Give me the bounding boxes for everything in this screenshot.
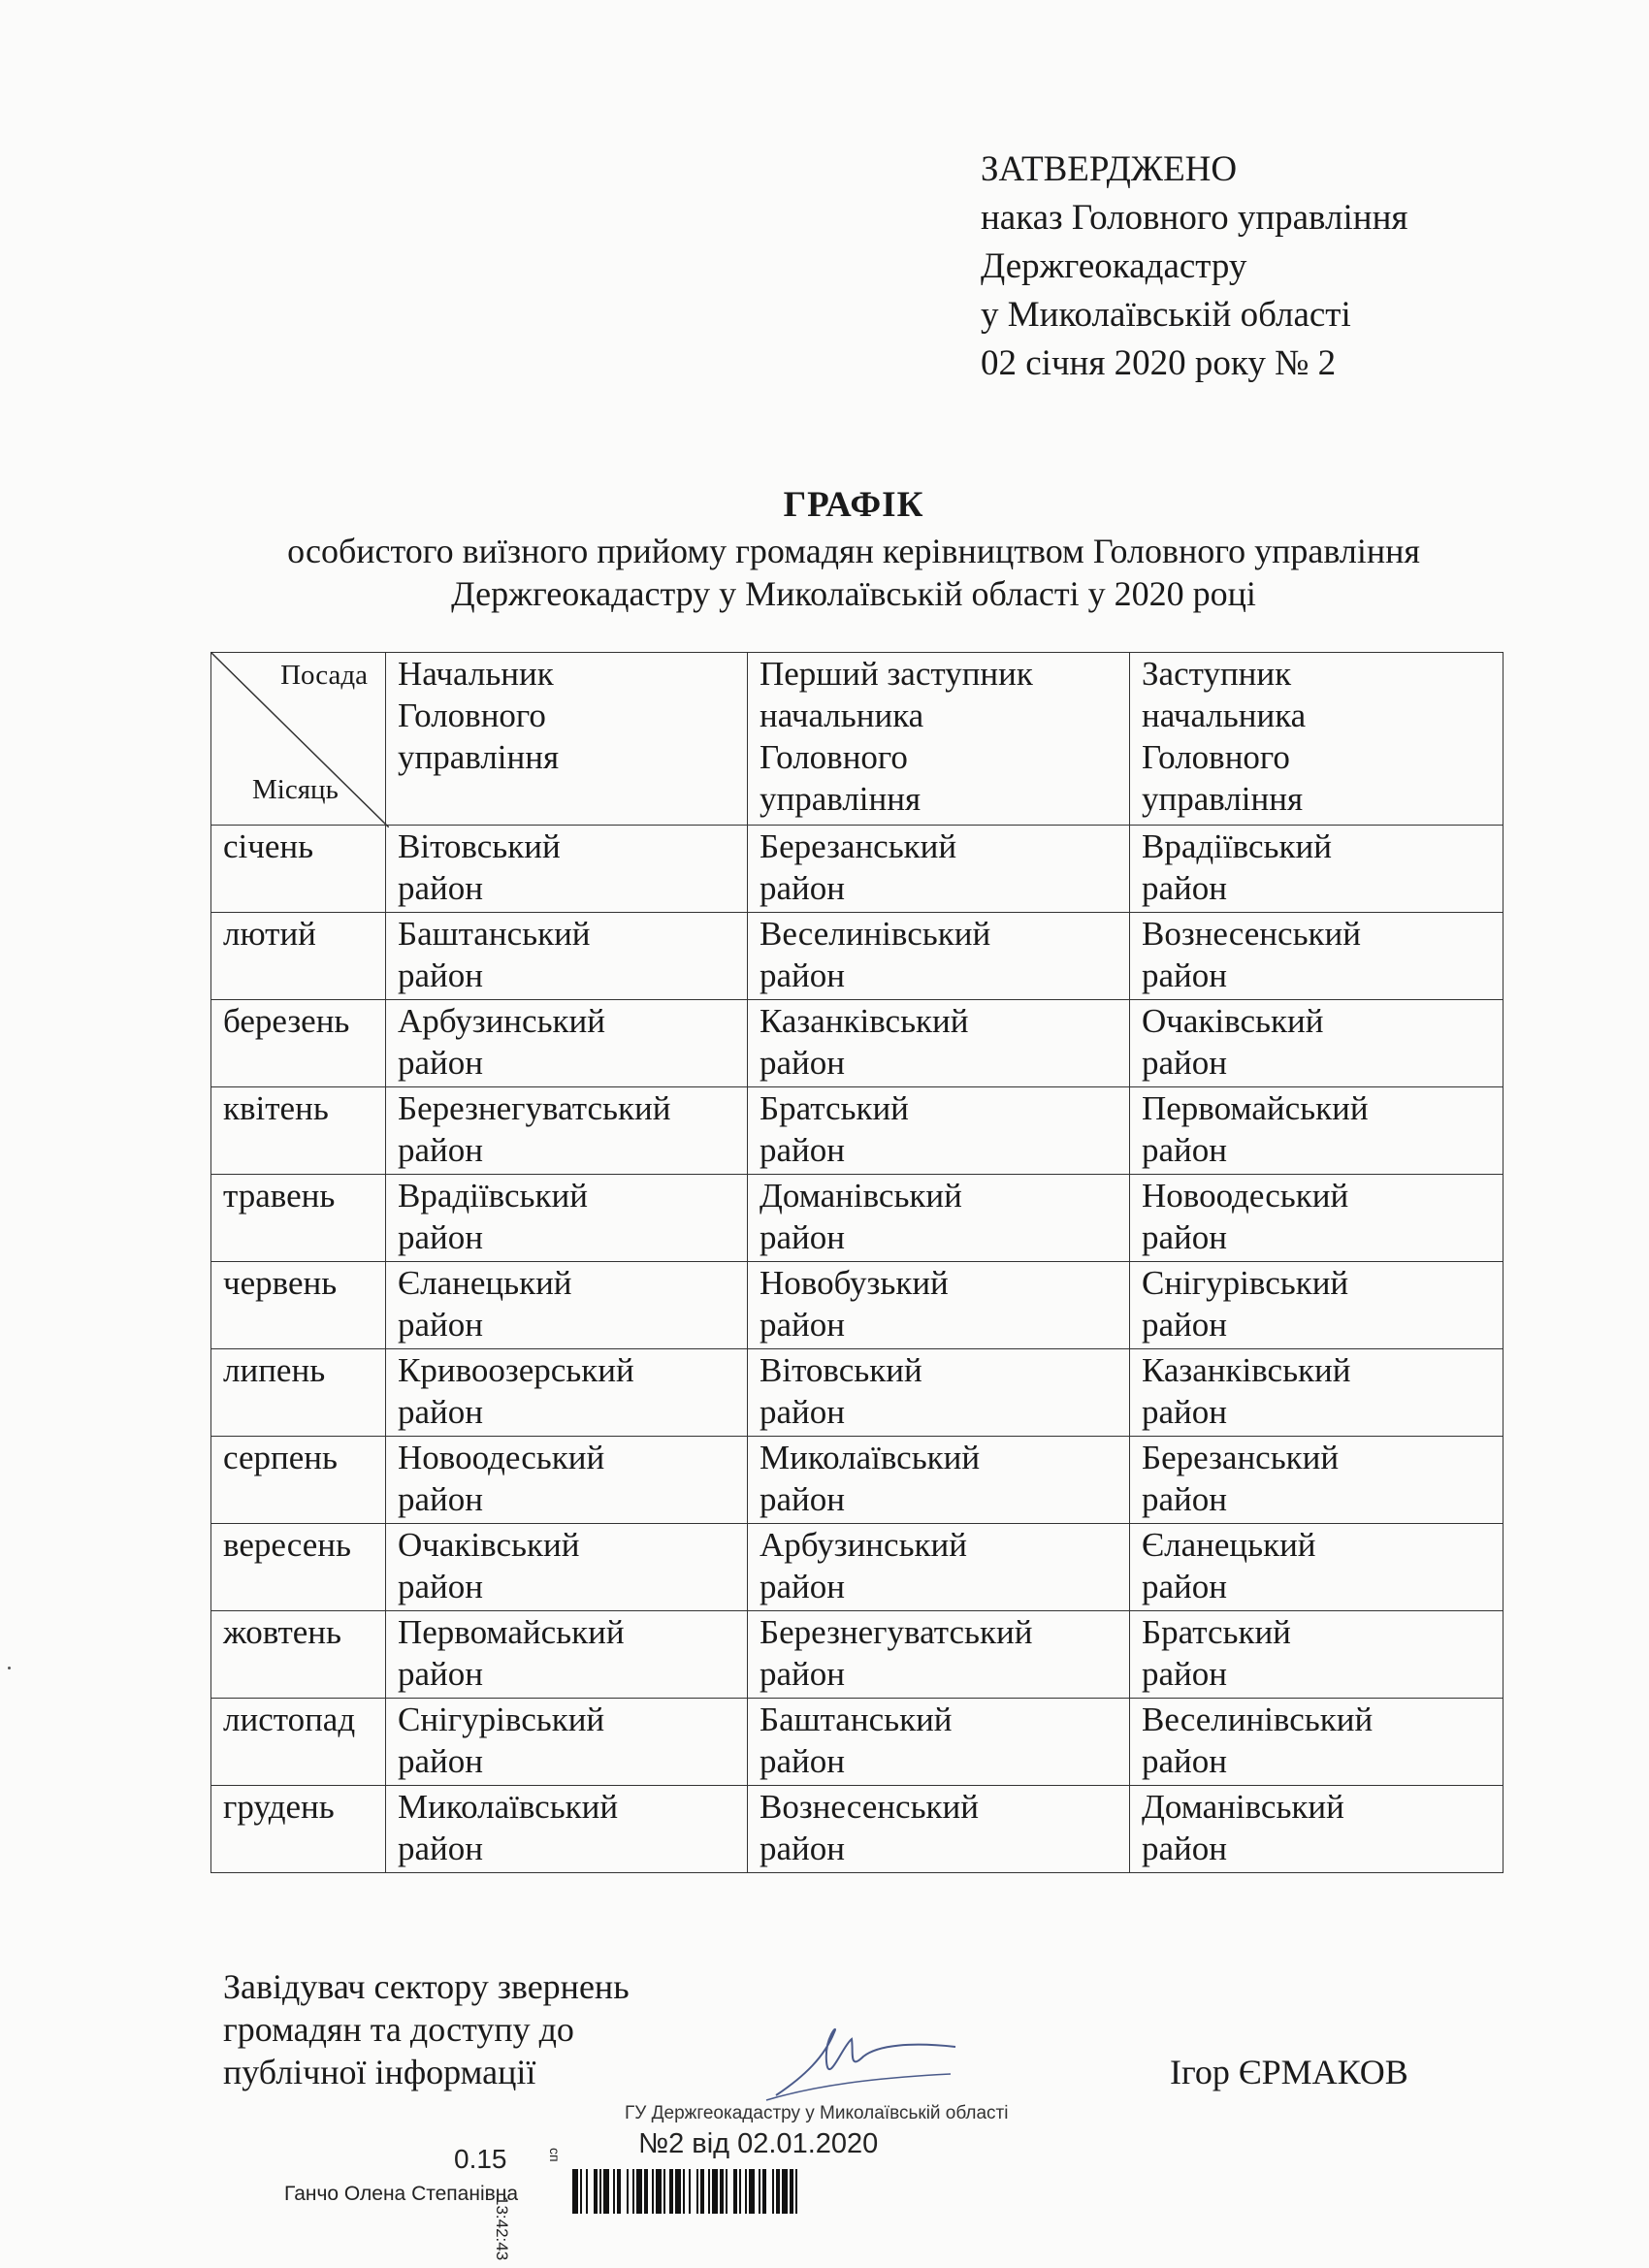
district-text: Врадіївський [1142, 827, 1332, 865]
district-cell-first [748, 1000, 1130, 1087]
table-row [211, 1699, 1504, 1786]
barcode-bar [795, 2169, 797, 2214]
district-text: район [760, 1044, 845, 1082]
table-row [211, 1175, 1504, 1262]
district-text: Казанківський [760, 1002, 969, 1040]
district-text: район [760, 1393, 845, 1431]
district-text: Вознесенський [1142, 915, 1361, 953]
barcode-bar [712, 2169, 718, 2214]
district-text: Єланецький [1142, 1526, 1316, 1564]
barcode-bar [739, 2169, 741, 2214]
table-row [211, 1262, 1504, 1349]
district-text: район [398, 1655, 483, 1693]
header-text: Головного [760, 738, 908, 776]
district-cell-first [748, 1437, 1130, 1524]
barcode-bar [572, 2169, 578, 2214]
approval-line: наказ Головного управління [981, 198, 1408, 238]
district-text: Миколаївський [760, 1439, 981, 1476]
barcode-bar [652, 2169, 654, 2214]
district-text: район [1142, 1742, 1227, 1780]
approval-heading: ЗАТВЕРДЖЕНО [981, 149, 1238, 189]
district-text: район [760, 1830, 845, 1867]
district-text: район [1142, 1480, 1227, 1518]
barcode-bar [663, 2169, 665, 2214]
month-cell: січень [211, 826, 386, 913]
district-text: район [398, 1218, 483, 1256]
district-text: район [398, 1568, 483, 1605]
district-text: район [398, 1480, 483, 1518]
district-text: Врадіївський [398, 1177, 588, 1215]
barcode-bar [776, 2169, 780, 2214]
month-cell: травень [211, 1175, 386, 1262]
district-cell-deputy [1130, 1611, 1504, 1699]
barcode-bar [586, 2169, 588, 2214]
district-cell-head [386, 913, 748, 1000]
district-cell-first [748, 826, 1130, 913]
month-cell: жовтень [211, 1611, 386, 1699]
barcode-bar [700, 2169, 704, 2214]
barcode-bar [733, 2169, 737, 2214]
district-text: район [760, 1742, 845, 1780]
district-text: Новоодеський [1142, 1177, 1349, 1215]
district-text: район [398, 1131, 483, 1169]
district-text: район [1142, 1306, 1227, 1344]
district-cell-head [386, 1437, 748, 1524]
header-text: начальника [1142, 697, 1307, 734]
position-line: Завідувач сектору звернень [223, 1967, 630, 2006]
month-cell: вересень [211, 1524, 386, 1611]
header-text: Головного [398, 697, 546, 734]
district-cell-first [748, 1262, 1130, 1349]
barcode-bar [603, 2169, 609, 2214]
month-cell: лютий [211, 913, 386, 1000]
barcode-bar [726, 2169, 728, 2214]
registration-stamp: ГУ Держгеокадастру у Миколаївській області [625, 2103, 1009, 2123]
barcode-bar [749, 2169, 755, 2214]
district-text: район [398, 1044, 483, 1082]
district-text: Баштанський [760, 1701, 953, 1738]
district-text: Братський [760, 1089, 909, 1127]
barcode-bar [782, 2169, 788, 2214]
barcode-bar [599, 2169, 601, 2214]
district-text: Очаківський [398, 1526, 580, 1564]
month-cell: серпень [211, 1437, 386, 1524]
approval-block [981, 146, 1407, 388]
table-header-row [211, 653, 1504, 826]
barcode-bar [720, 2169, 724, 2214]
district-cell-head [386, 1087, 748, 1175]
district-text: Новобузький [760, 1264, 949, 1302]
barcode-bar [675, 2169, 681, 2214]
district-cell-first [748, 1087, 1130, 1175]
district-text: район [760, 1655, 845, 1693]
district-text: район [760, 1568, 845, 1605]
barcode-bar [790, 2169, 793, 2214]
approval-line: у Миколаївській області [981, 295, 1351, 335]
district-cell-head [386, 1786, 748, 1873]
table-row [211, 1611, 1504, 1699]
district-text: район [1142, 956, 1227, 994]
month-cell: червень [211, 1262, 386, 1349]
schedule-table [210, 652, 1504, 1873]
district-text: район [760, 1480, 845, 1518]
district-text: район [760, 869, 845, 907]
district-text: район [1142, 1568, 1227, 1605]
page-count: 0.15 [454, 2144, 507, 2174]
district-text: Вознесенський [760, 1788, 979, 1826]
document-subtitle: особистого виїзного прийому громадян керівництвом Головного управління [287, 532, 1420, 570]
barcode-bar [627, 2169, 629, 2214]
barcode-bar [683, 2169, 685, 2214]
header-text: Заступник [1142, 655, 1292, 693]
document-title-block [0, 481, 1649, 615]
district-text: Арбузинський [760, 1526, 967, 1564]
barcode-bar [613, 2169, 615, 2214]
district-text: район [760, 1131, 845, 1169]
document-subtitle: Держгеокадастру у Миколаївській області у 2020 році [451, 574, 1256, 613]
barcode-bar [689, 2169, 691, 2214]
barcode-bar [656, 2169, 662, 2214]
position-line: громадян та доступу до [223, 2010, 574, 2049]
header-text: Головного [1142, 738, 1290, 776]
barcode-bar [636, 2169, 642, 2214]
barcode-bar [632, 2169, 634, 2214]
district-text: Веселинівський [760, 915, 991, 953]
column-header-head [386, 653, 748, 826]
district-cell-deputy [1130, 913, 1504, 1000]
district-text: район [760, 1306, 845, 1344]
barcode-bar [644, 2169, 648, 2214]
district-text: Доманівський [760, 1177, 962, 1215]
district-text: район [398, 1306, 483, 1344]
district-text: Казанківський [1142, 1351, 1351, 1389]
district-cell-head [386, 1175, 748, 1262]
district-cell-deputy [1130, 1786, 1504, 1873]
district-cell-head [386, 1349, 748, 1437]
barcode-bar [594, 2169, 598, 2214]
district-text: район [1142, 1393, 1227, 1431]
header-text: управління [1142, 780, 1304, 818]
scan-speck [8, 1667, 11, 1669]
district-text: Арбузинський [398, 1002, 605, 1040]
barcode-bar [708, 2169, 710, 2214]
district-text: район [1142, 1830, 1227, 1867]
district-text: район [398, 1830, 483, 1867]
district-text: Снігурівський [1142, 1264, 1349, 1302]
registration-time: 13:42:43 [493, 2196, 511, 2261]
district-cell-head [386, 826, 748, 913]
signatory-position [223, 1965, 630, 2093]
barcode-bar [617, 2169, 621, 2214]
corner-label-month: Місяць [252, 774, 339, 805]
district-cell-deputy [1130, 826, 1504, 913]
position-line: публічної інформації [223, 2053, 536, 2091]
barcode-bar [745, 2169, 747, 2214]
district-cell-head [386, 1262, 748, 1349]
district-text: Снігурівський [398, 1701, 605, 1738]
district-cell-first [748, 1611, 1130, 1699]
barcode [572, 2169, 980, 2214]
district-text: Вітовський [760, 1351, 922, 1389]
header-text: начальника [760, 697, 924, 734]
header-text: управління [760, 780, 922, 818]
district-cell-deputy [1130, 1087, 1504, 1175]
approval-date: 02 січня 2020 року № 2 [981, 343, 1337, 383]
header-text: Начальник [398, 655, 554, 693]
month-cell: листопад [211, 1699, 386, 1786]
district-text: Доманівський [1142, 1788, 1344, 1826]
column-header-first-deputy [748, 653, 1130, 826]
district-cell-head [386, 1611, 748, 1699]
district-text: район [398, 1742, 483, 1780]
header-text: управління [398, 738, 560, 776]
clerk-name: Ганчо Олена Степанівна [284, 2183, 519, 2205]
handwritten-signature [757, 2018, 970, 2115]
district-text: Первомайський [1142, 1089, 1369, 1127]
district-text: район [760, 956, 845, 994]
district-text: Кривоозерський [398, 1351, 634, 1389]
district-text: Єланецький [398, 1264, 572, 1302]
month-cell: грудень [211, 1786, 386, 1873]
district-cell-head [386, 1699, 748, 1786]
district-text: Баштанський [398, 915, 591, 953]
district-text: Березанський [1142, 1439, 1340, 1476]
district-text: Березнегуватський [760, 1613, 1033, 1651]
barcode-bar [669, 2169, 673, 2214]
barcode-bar [772, 2169, 774, 2214]
district-cell-deputy [1130, 1437, 1504, 1524]
table-row [211, 1786, 1504, 1873]
district-cell-deputy [1130, 1524, 1504, 1611]
district-text: район [1142, 1655, 1227, 1693]
district-cell-first [748, 1786, 1130, 1873]
corner-label-position: Посада [280, 660, 368, 691]
district-text: район [1142, 1218, 1227, 1256]
district-text: район [398, 869, 483, 907]
district-cell-first [748, 1524, 1130, 1611]
district-cell-first [748, 1175, 1130, 1262]
district-text: Веселинівський [1142, 1701, 1374, 1738]
table-corner-cell [211, 653, 386, 826]
district-text: Очаківський [1142, 1002, 1324, 1040]
district-text: район [1142, 1044, 1227, 1082]
district-cell-first [748, 1699, 1130, 1786]
barcode-bar [759, 2169, 760, 2214]
header-text: Перший заступник [760, 655, 1033, 693]
barcode-bar [696, 2169, 698, 2214]
district-text: Первомайський [398, 1613, 625, 1651]
table-row [211, 1000, 1504, 1087]
district-cell-head [386, 1000, 748, 1087]
district-text: Братський [1142, 1613, 1291, 1651]
district-text: Вітовський [398, 827, 561, 865]
district-text: Новоодеський [398, 1439, 605, 1476]
district-text: район [760, 1218, 845, 1256]
table-row [211, 913, 1504, 1000]
district-cell-first [748, 1349, 1130, 1437]
table-row [211, 1087, 1504, 1175]
table-row [211, 1437, 1504, 1524]
barcode-bar [762, 2169, 766, 2214]
district-text: Березнегуватський [398, 1089, 671, 1127]
signatory-name: Ігор ЄРМАКОВ [1170, 2053, 1408, 2091]
table-row [211, 826, 1504, 913]
district-cell-first [748, 913, 1130, 1000]
month-cell: липень [211, 1349, 386, 1437]
barcode-bar [580, 2169, 582, 2214]
month-cell: березень [211, 1000, 386, 1087]
registration-code: сп [547, 2148, 563, 2162]
month-cell: квітень [211, 1087, 386, 1175]
district-cell-head [386, 1524, 748, 1611]
table-row [211, 1524, 1504, 1611]
district-text: район [1142, 1131, 1227, 1169]
district-text: район [398, 956, 483, 994]
district-cell-deputy [1130, 1000, 1504, 1087]
district-text: Березанський [760, 827, 957, 865]
district-cell-deputy [1130, 1262, 1504, 1349]
table-body [211, 826, 1504, 1873]
district-cell-deputy [1130, 1175, 1504, 1262]
column-header-deputy [1130, 653, 1504, 826]
district-text: район [1142, 869, 1227, 907]
district-text: район [398, 1393, 483, 1431]
table-row [211, 1349, 1504, 1437]
district-text: Миколаївський [398, 1788, 619, 1826]
district-cell-deputy [1130, 1699, 1504, 1786]
district-cell-deputy [1130, 1349, 1504, 1437]
registration-number: №2 від 02.01.2020 [638, 2128, 879, 2159]
document-title: ГРАФІК [783, 485, 924, 525]
approval-line: Держгеокадастру [981, 246, 1247, 286]
